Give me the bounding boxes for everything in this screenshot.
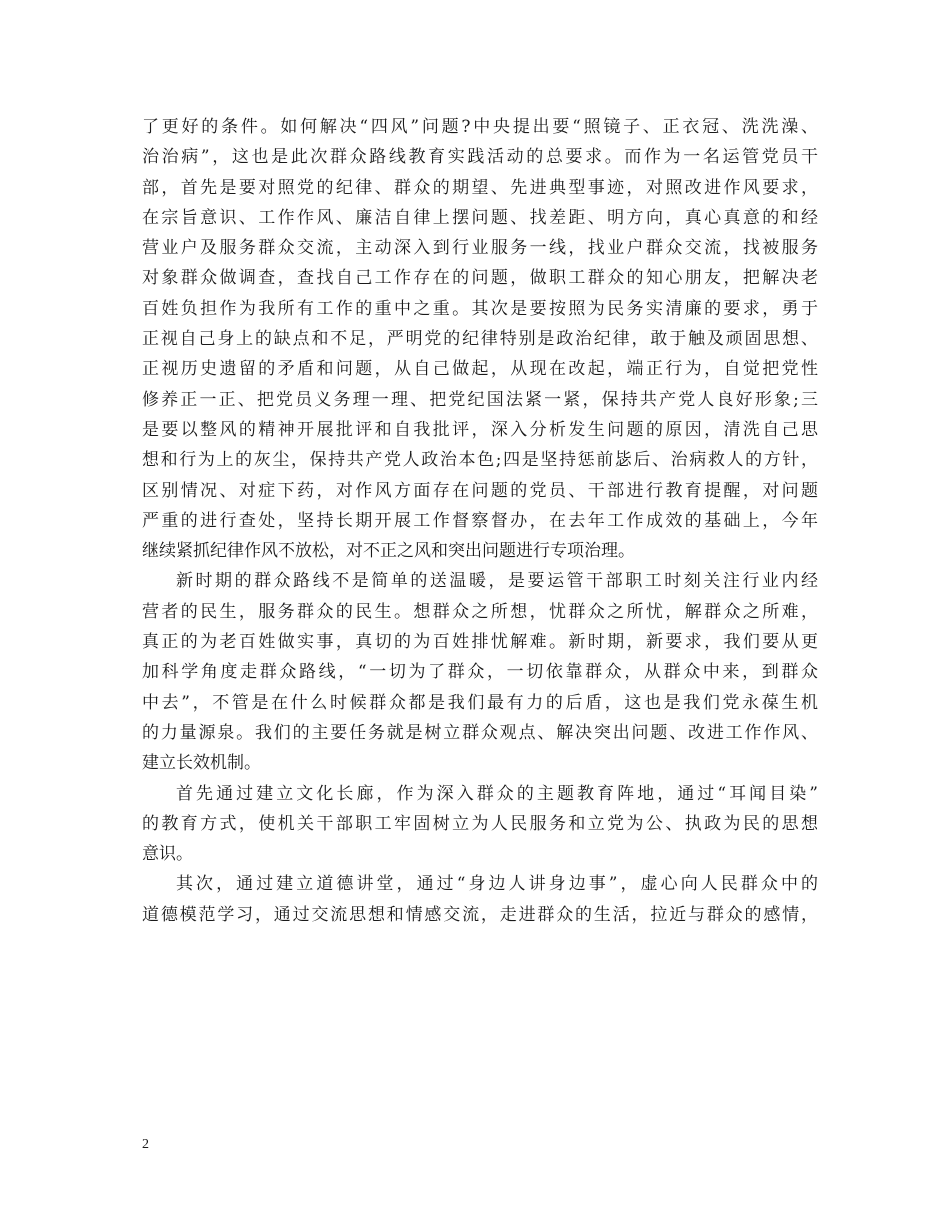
text-line: 区别情况、对症下药，对作风方面存在问题的党员、干部进行教育提醒，对问题 bbox=[142, 480, 818, 501]
paragraph-start-line: 首先通过建立文化长廊，作为深入群众的主题教育阵地，通过“耳闻目染” bbox=[176, 783, 818, 804]
paragraph-end-line: 意识。 bbox=[142, 844, 193, 865]
text-line: 了更好的条件。如何解决“四风”问题?中央提出要“照镜子、正衣冠、洗洗澡、 bbox=[142, 117, 818, 137]
text-line: 营业户及服务群众交流，主动深入到行业服务一线，找业户群众交流，找被服务 bbox=[142, 238, 818, 259]
paragraph-start-line: 新时期的群众路线不是简单的送温暖，是要运管干部职工时刻关注行业内经 bbox=[176, 571, 818, 592]
text-line: 的教育方式，使机关干部职工牢固树立为人民服务和立党为公、执政为民的思想 bbox=[142, 813, 818, 834]
text-line: 正视历史遗留的矛盾和问题，从自己做起，从现在改起，端正行为，自觉把党性 bbox=[142, 359, 818, 380]
text-line: 百姓负担作为我所有工作的重中之重。其次是要按照为民务实清廉的要求，勇于 bbox=[142, 298, 818, 319]
text-line: 在宗旨意识、工作作风、廉洁自律上摆问题、找差距、明方向，真心真意的和经 bbox=[142, 207, 818, 228]
text-line: 道德模范学习，通过交流思想和情感交流，走进群众的生活，拉近与群众的感情， bbox=[142, 904, 818, 925]
text-line: 加科学角度走群众路线，“一切为了群众，一切依靠群众，从群众中来，到群众 bbox=[142, 662, 818, 683]
text-line: 修养正一正、把党员义务理一理、把党纪国法紧一紧，保持共产党人良好形象;三 bbox=[142, 389, 818, 410]
text-line: 正视自己身上的缺点和不足，严明党的纪律特别是政治纪律，敢于触及顽固思想、 bbox=[142, 329, 818, 350]
text-line: 治治病”，这也是此次群众路线教育实践活动的总要求。而作为一名运管党员干 bbox=[142, 147, 818, 168]
text-line: 真正的为老百姓做实事，真切的为百姓排忧解难。新时期，新要求，我们要从更 bbox=[142, 632, 818, 653]
page-number: 2 bbox=[142, 1137, 149, 1152]
paragraph-end-line: 建立长效机制。 bbox=[142, 753, 261, 774]
text-line: 营者的民生，服务群众的民生。想群众之所想，忧群众之所忧，解群众之所难， bbox=[142, 601, 818, 622]
text-line: 对象群众做调查，查找自己工作存在的问题，做职工群众的知心朋友，把解决老 bbox=[142, 268, 818, 289]
text-line: 中去”，不管是在什么时候群众都是我们最有力的后盾，这也是我们党永葆生机 bbox=[142, 692, 818, 713]
text-line: 想和行为上的灰尘，保持共产党人政治本色;四是坚持惩前毖后、治病救人的方针， bbox=[142, 450, 818, 471]
text-line: 严重的进行查处，坚持长期开展工作督察督办，在去年工作成效的基础上，今年 bbox=[142, 510, 818, 531]
text-line: 是要以整风的精神开展批评和自我批评，深入分析发生问题的原因，清洗自己思 bbox=[142, 419, 818, 440]
paragraph-start-line: 其次，通过建立道德讲堂，通过“身边人讲身边事”，虚心向人民群众中的 bbox=[176, 874, 818, 895]
document-body bbox=[142, 112, 818, 930]
text-line: 部，首先是要对照党的纪律、群众的期望、先进典型事迹，对照改进作风要求， bbox=[142, 177, 818, 198]
paragraph-end-line: 继续紧抓纪律作风不放松，对不正之风和突出问题进行专项治理。 bbox=[142, 541, 635, 562]
text-line: 的力量源泉。我们的主要任务就是树立群众观点、解决突出问题、改进工作作风、 bbox=[142, 722, 818, 743]
